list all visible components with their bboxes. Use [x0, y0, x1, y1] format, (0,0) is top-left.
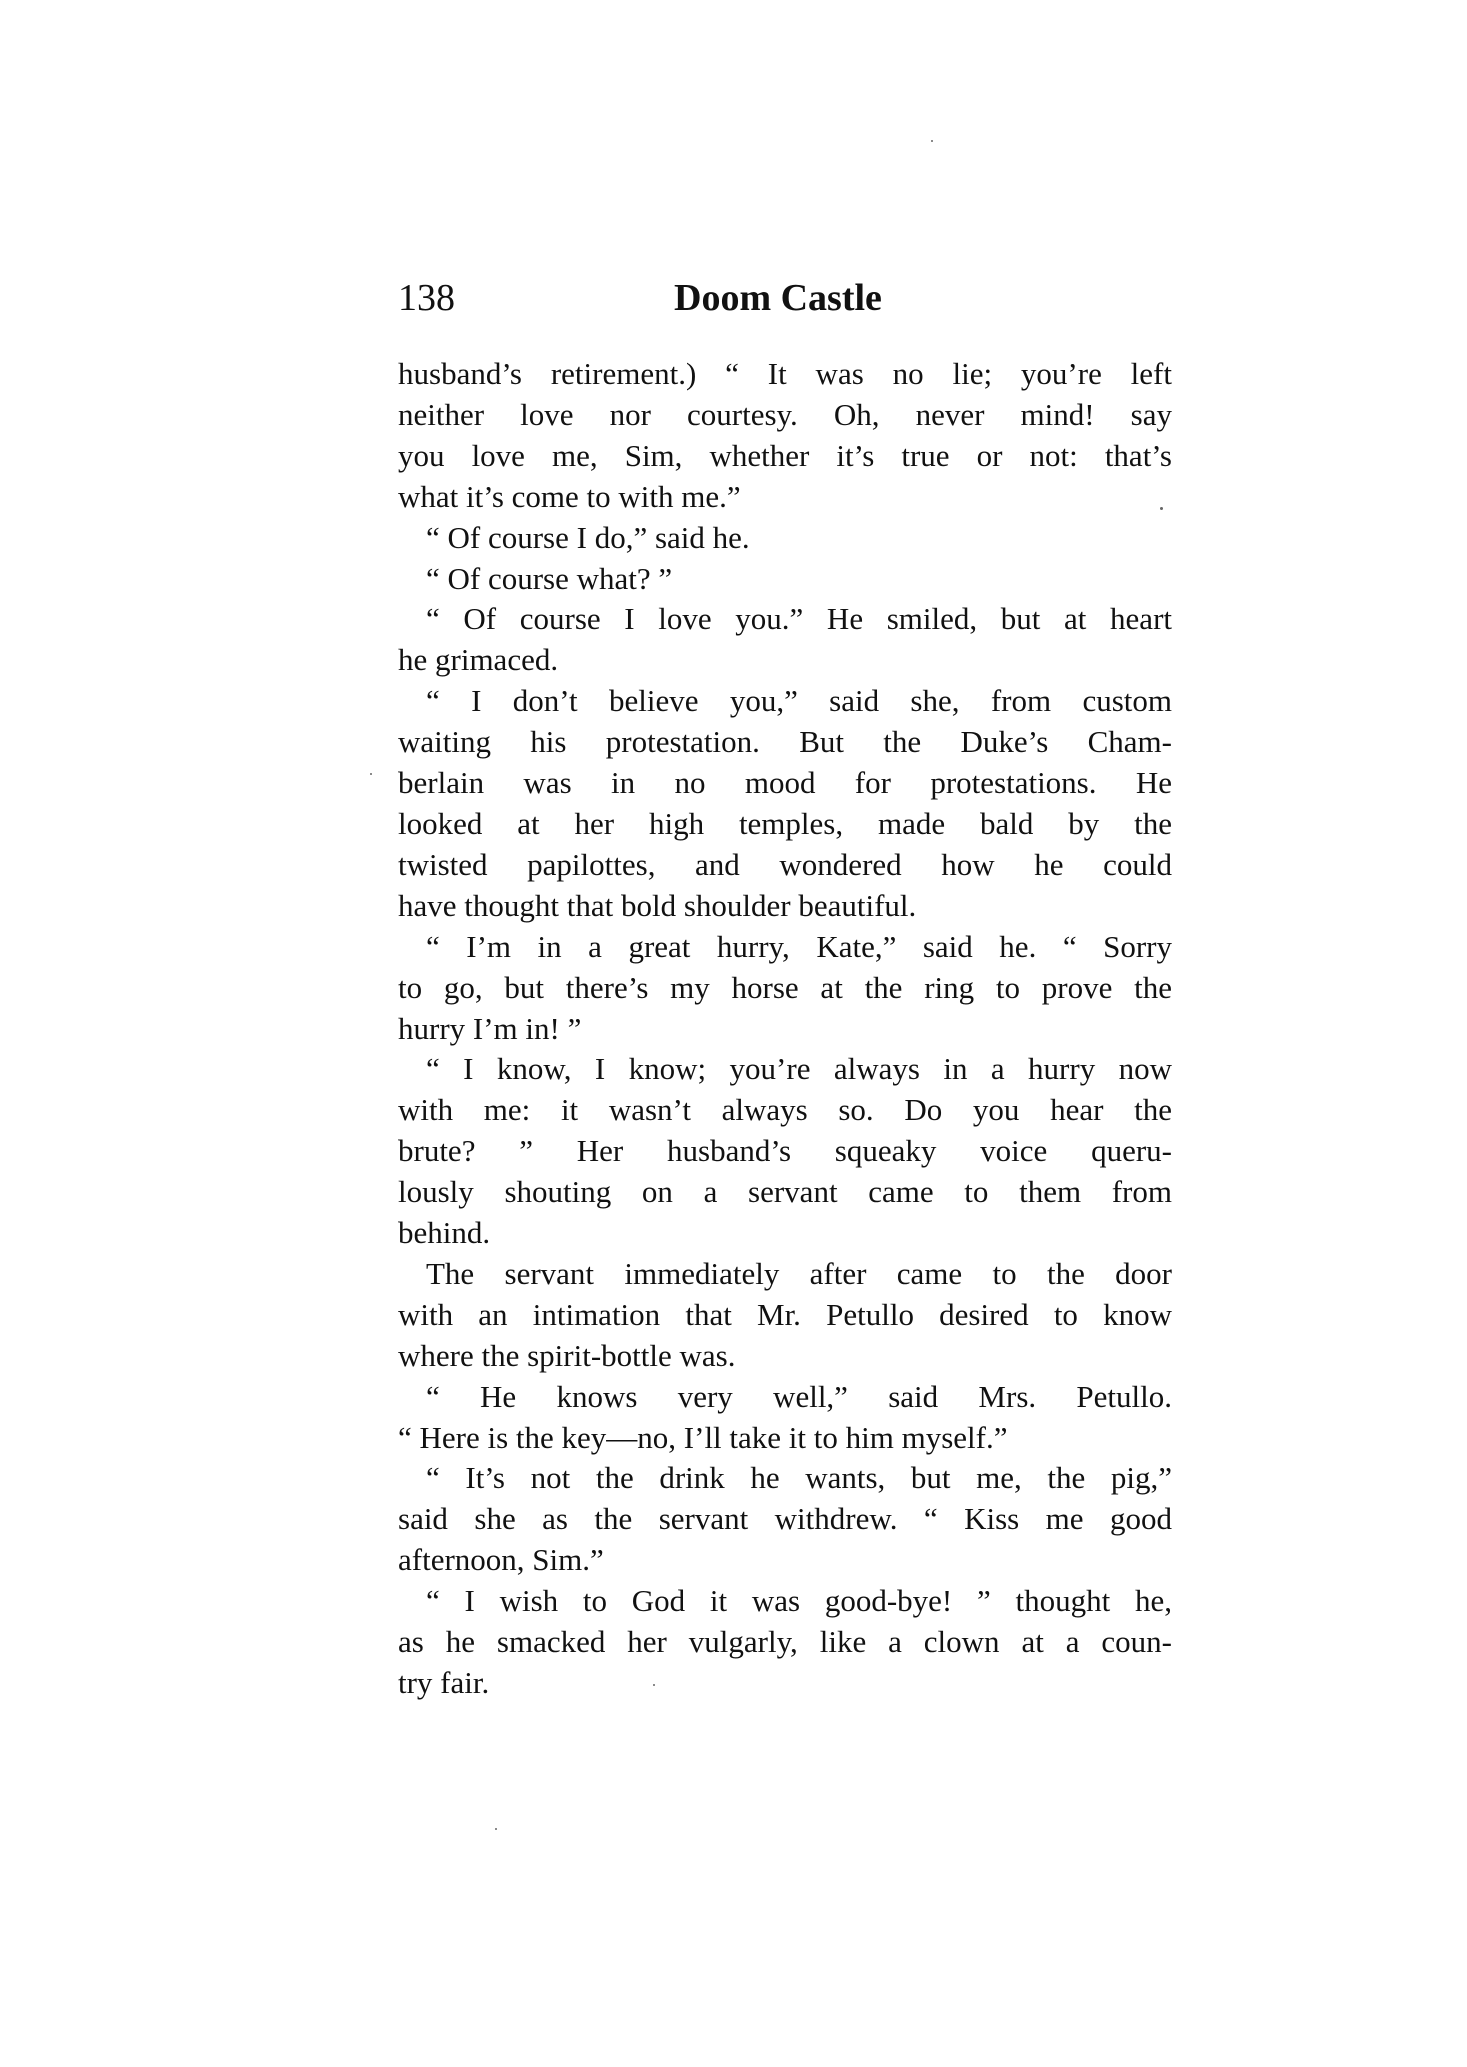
text-line: “ I wish to God it was good-bye! ” thought he, [426, 1583, 1172, 1619]
text-line: try fair. [398, 1665, 490, 1700]
paper-speck [653, 1684, 655, 1686]
paragraph [398, 927, 1172, 1050]
text-line: “ It’s not the drink he wants, but me, the pig,” [426, 1460, 1172, 1496]
paper-speck [1160, 507, 1163, 510]
text-line: “ Here is the key—no, I’ll take it to him myself.” [398, 1419, 1008, 1455]
text-line: with an intimation that Mr. Petullo desired to know [398, 1296, 1172, 1332]
paragraph [398, 599, 1172, 681]
page-title: Doom Castle [674, 277, 882, 319]
text-line: The servant immediately after came to the door [426, 1255, 1172, 1291]
text-line: berlain was in no mood for protestations. He [398, 765, 1172, 801]
text-line: afternoon, Sim.” [398, 1542, 604, 1578]
text-line: neither love nor courtesy. Oh, never mind! say [398, 396, 1172, 432]
text-line: husband’s retirement.) “ It was no lie; you’re left [398, 356, 1172, 391]
running-head [398, 268, 1172, 328]
text-line: “ I know, I know; you’re always in a hurry now [426, 1051, 1172, 1087]
text-line: twisted papilottes, and wondered how he could [398, 846, 1172, 882]
paper-speck [495, 1828, 497, 1830]
body-text [398, 354, 1172, 1704]
page-number: 138 [398, 277, 455, 319]
text-line: “ I don’t believe you,” said she, from custom [426, 683, 1172, 719]
text-line: “ Of course I do,” said he. [426, 519, 750, 555]
text-line: lously shouting on a servant came to them from [398, 1174, 1172, 1210]
paragraph [398, 1581, 1172, 1704]
text-line: to go, but there’s my horse at the ring to prove the [398, 969, 1172, 1005]
text-line: what it’s come to with me.” [398, 478, 741, 514]
text-line: “ He knows very well,” said Mrs. Petullo. [426, 1378, 1172, 1414]
text-line: as he smacked her vulgarly, like a clown at a coun- [398, 1624, 1172, 1660]
paragraph [398, 1458, 1172, 1581]
text-line: you love me, Sim, whether it’s true or not: that’s [398, 437, 1172, 473]
paragraph [398, 1049, 1172, 1254]
paper-speck [931, 140, 933, 142]
paragraph [398, 1254, 1172, 1377]
text-line: have thought that bold shoulder beautiful. [398, 887, 917, 923]
text-line: with me: it wasn’t always so. Do you hear the [398, 1092, 1172, 1128]
paragraph [398, 1377, 1172, 1459]
text-line: where the spirit-bottle was. [398, 1337, 736, 1373]
paper-speck [370, 773, 372, 775]
text-line: brute? ” Her husband’s squeaky voice queru- [398, 1133, 1172, 1169]
paragraph [398, 681, 1172, 926]
text-line: looked at her high temples, made bald by the [398, 805, 1172, 841]
paragraph [398, 354, 1172, 518]
paragraph [398, 559, 1172, 600]
text-line: “ I’m in a great hurry, Kate,” said he. “ Sorry [426, 928, 1172, 964]
text-line: hurry I’m in! ” [398, 1010, 582, 1046]
text-line: said she as the servant withdrew. “ Kiss me good [398, 1501, 1172, 1537]
paragraph [398, 518, 1172, 559]
text-line: waiting his protestation. But the Duke’s Cham- [398, 724, 1172, 760]
text-line: he grimaced. [398, 642, 559, 678]
text-line: behind. [398, 1215, 491, 1251]
text-line: “ Of course what? ” [426, 560, 673, 596]
text-line: “ Of course I love you.” He smiled, but at heart [426, 601, 1172, 637]
